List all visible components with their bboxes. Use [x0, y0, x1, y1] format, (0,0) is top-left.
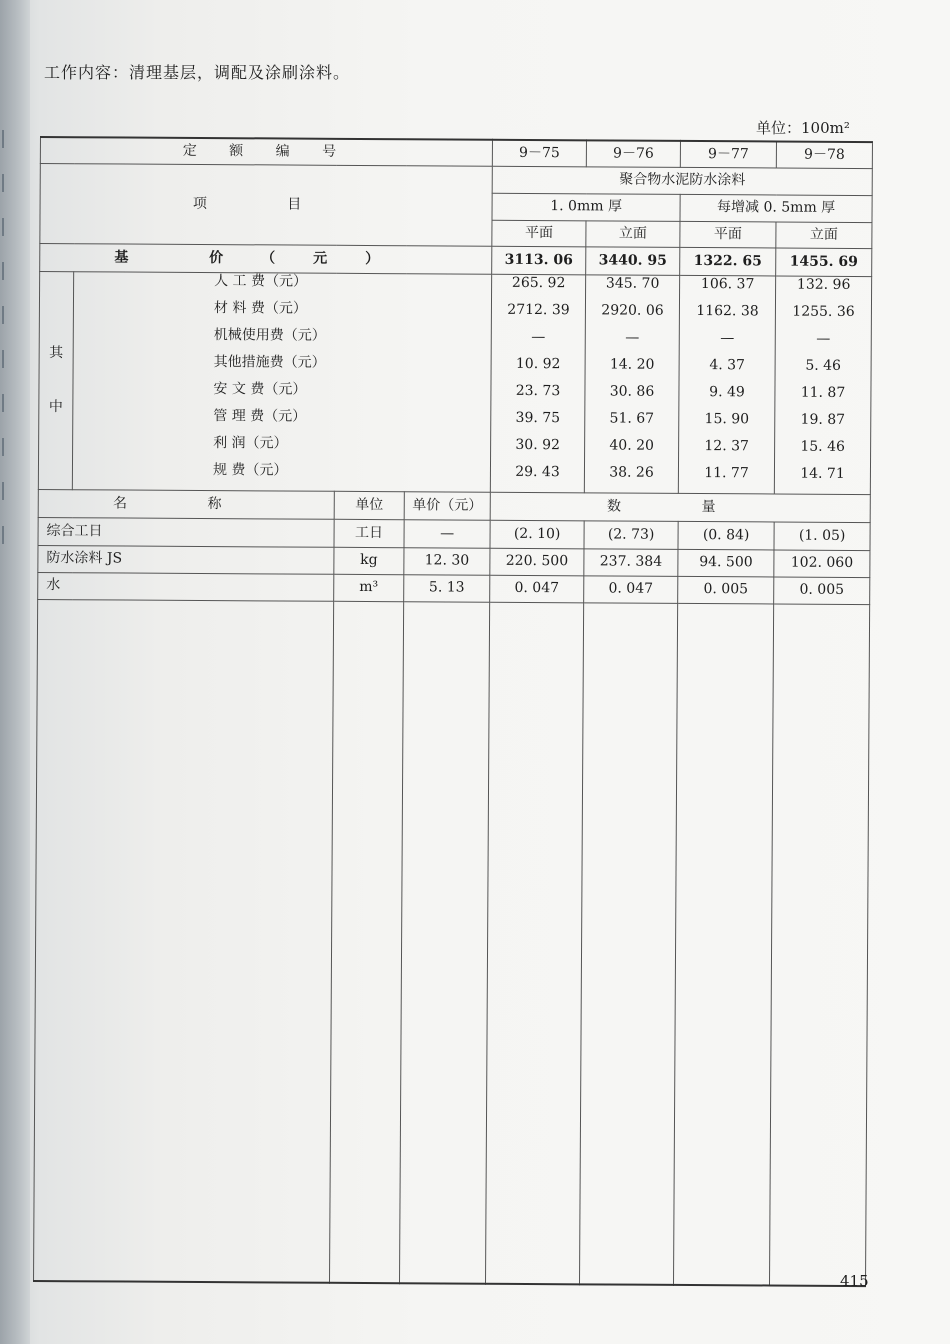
group-title: 聚合物水泥防水涂料: [492, 166, 872, 195]
code-cell: 9－78: [776, 141, 872, 168]
base-price-cell: 3113. 06: [492, 246, 586, 275]
resource-qty: 237. 384: [584, 548, 678, 576]
resource-qty-header: 数 量: [490, 492, 870, 522]
breakdown-value: 106. 37: [700, 276, 755, 293]
spine-marks: [2, 130, 16, 570]
breakdown-value: 265. 92: [511, 274, 566, 292]
breakdown-value: 15. 46: [800, 438, 845, 455]
breakdown-value: 10. 92: [515, 355, 561, 373]
breakdown-values-col: [774, 275, 871, 494]
breakdown-value: 15. 90: [704, 411, 750, 428]
breakdown-value: —: [625, 329, 640, 346]
resource-price-header: 单价（元）: [404, 491, 490, 520]
unit-label: 单位：100m²: [756, 119, 850, 137]
resource-qty: 0. 047: [584, 575, 678, 603]
base-price-cell: 1322. 65: [680, 247, 776, 276]
breakdown-block: [38, 271, 871, 494]
resource-qty: 94. 500: [678, 549, 774, 577]
breakdown-values-col: [490, 274, 585, 493]
breakdown-value: 14. 20: [609, 356, 655, 373]
resource-name: 水: [38, 572, 334, 601]
breakdown-value: 30. 86: [609, 383, 655, 400]
resource-price: 12. 30: [404, 547, 490, 575]
resource-price: 5. 13: [404, 574, 490, 602]
breakdown-label: 规 费（元）: [212, 462, 288, 479]
resource-qty: 220. 500: [490, 548, 584, 576]
resource-unit: 工日: [334, 519, 404, 547]
resource-unit: m³: [334, 574, 404, 601]
breakdown-values-col: [678, 275, 775, 494]
breakdown-value: 19. 87: [800, 411, 846, 428]
orientation-cell: 立面: [586, 220, 680, 247]
code-cell: 9－77: [680, 141, 776, 168]
breakdown-values-col: [584, 274, 679, 493]
resource-qty: (0. 84): [678, 521, 774, 550]
breakdown-value: —: [816, 330, 831, 347]
breakdown-value: 51. 67: [609, 410, 655, 427]
resource-qty: 0. 005: [678, 576, 774, 604]
resource-unit-header: 单位: [334, 491, 404, 519]
base-price-label: 基 价（元）: [40, 243, 492, 274]
breakdown-value: 30. 92: [515, 436, 560, 454]
breakdown-labels: [72, 271, 491, 492]
resource-qty: (1. 05): [774, 521, 870, 550]
breakdown-value: 11. 87: [800, 384, 846, 401]
breakdown-label: 其他措施费（元）: [213, 354, 326, 371]
resource-name: 防水涂料 JS: [38, 545, 334, 574]
breakdown-value: 2920. 06: [601, 302, 664, 319]
work-content: 工作内容：清理基层，调配及涂刷涂料。: [44, 63, 351, 82]
resource-qty: (2. 10): [490, 520, 584, 549]
breakdown-value: 1162. 38: [696, 303, 759, 320]
breakdown-value: 39. 75: [515, 409, 561, 427]
breakdown-value: 12. 37: [704, 438, 749, 455]
side-char: 中: [48, 399, 63, 416]
breakdown-label: 机械使用费（元）: [213, 327, 326, 344]
resource-qty: (2. 73): [584, 520, 678, 549]
code-cell: 9－75: [492, 140, 586, 167]
resource-qty: 102. 060: [774, 549, 870, 577]
breakdown-value: 2712. 39: [507, 301, 570, 319]
sub-group-increment: 每增减 0. 5mm 厚: [680, 194, 872, 222]
resource-qty: 0. 005: [774, 576, 870, 604]
breakdown-value: —: [720, 330, 735, 347]
breakdown-value: 132. 96: [796, 276, 851, 293]
quota-table: [33, 136, 873, 1287]
breakdown-value: 345. 70: [605, 275, 660, 292]
breakdown-value: 11. 77: [704, 465, 749, 482]
orientation-cell: 立面: [776, 221, 872, 248]
breakdown-side-label: [38, 271, 73, 489]
breakdown-value: 1255. 36: [792, 303, 855, 320]
sub-group-thickness: 1. 0mm 厚: [492, 193, 680, 221]
orientation-cell: 平面: [680, 221, 776, 248]
book-spine: [0, 0, 30, 1344]
breakdown-label: 人 工 费（元）: [214, 273, 308, 290]
page-number: 415: [840, 1272, 869, 1290]
breakdown-value: 5. 46: [805, 357, 842, 374]
table-filler-row: [34, 599, 870, 1286]
breakdown-label: 管 理 费（元）: [213, 408, 307, 425]
breakdown-value: —: [531, 329, 546, 346]
breakdown-value: 40. 20: [609, 437, 654, 454]
breakdown-value: 23. 73: [515, 382, 561, 400]
quota-table-wrapper: [33, 136, 872, 1287]
resource-qty: 0. 047: [490, 575, 584, 603]
breakdown-value: 38. 26: [609, 464, 654, 481]
breakdown-value: 14. 71: [800, 465, 845, 482]
code-cell: 9－76: [586, 140, 680, 167]
breakdown-value: 29. 43: [515, 463, 560, 481]
breakdown-label: 安 文 费（元）: [213, 381, 307, 398]
base-price-cell: 3440. 95: [586, 246, 680, 275]
breakdown-value: 9. 49: [709, 384, 745, 401]
group-title-row: [40, 163, 872, 195]
code-label: 定 额 编 号: [40, 137, 492, 166]
base-price-cell: 1455. 69: [776, 247, 872, 276]
resource-name: 综合工日: [38, 517, 334, 547]
resource-unit: kg: [334, 547, 404, 574]
resource-name-header: 名 称: [38, 489, 334, 519]
breakdown-value: 4. 37: [709, 357, 746, 374]
side-char: 其: [49, 345, 64, 362]
orientation-cell: 平面: [492, 220, 586, 247]
resource-price: —: [404, 519, 490, 548]
breakdown-label: 利 润（元）: [213, 435, 288, 452]
item-label: 项 目: [40, 163, 493, 246]
breakdown-label: 材 料 费（元）: [213, 300, 307, 317]
